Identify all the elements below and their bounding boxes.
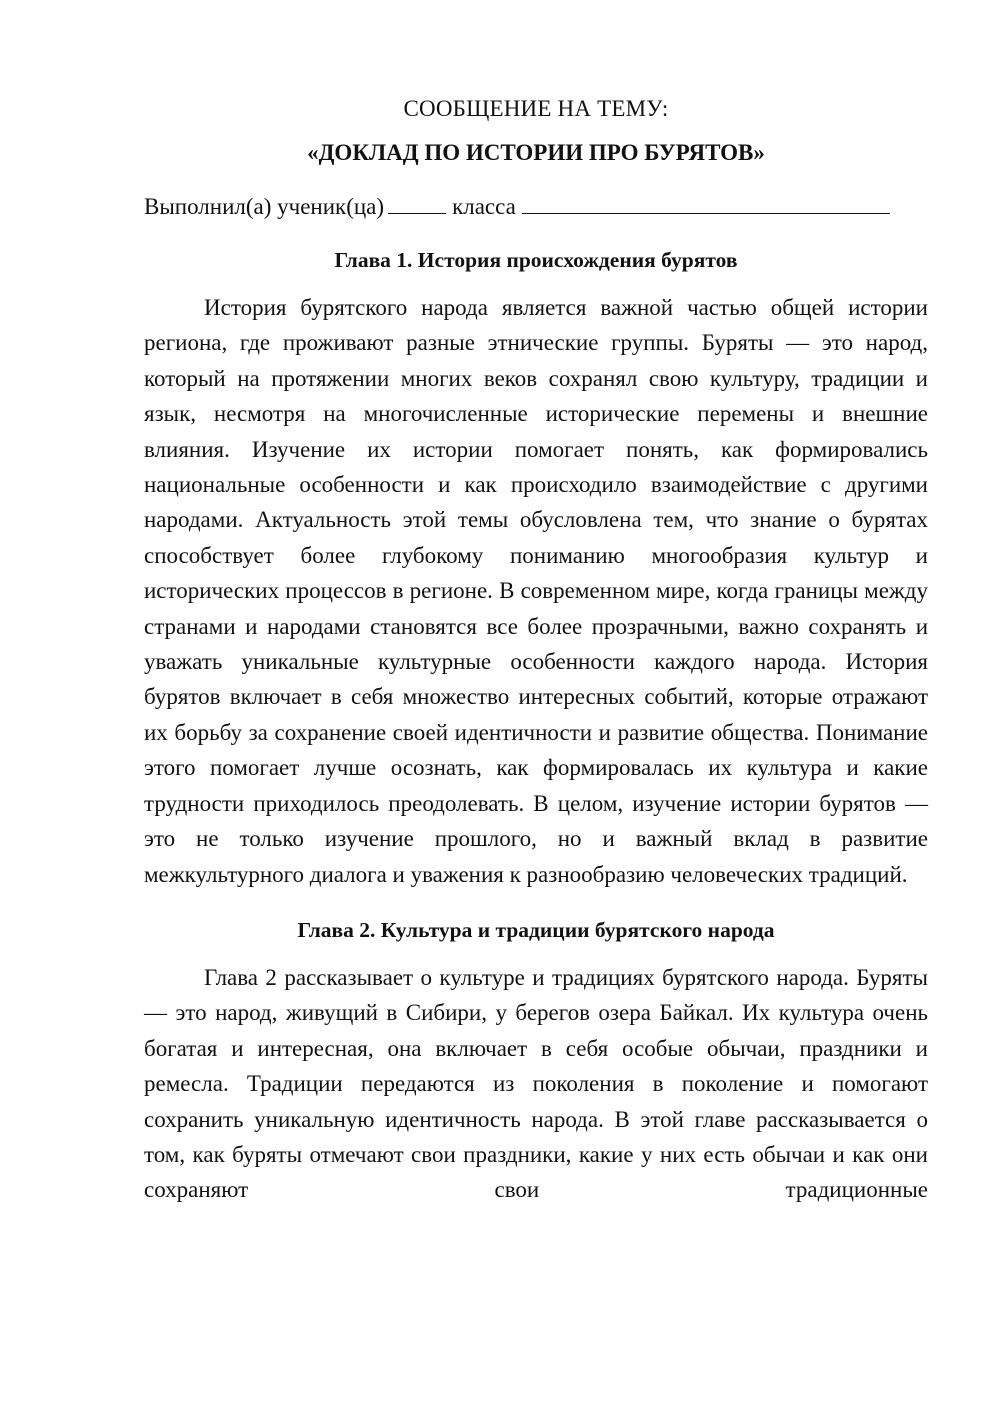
chapter-1-heading: Глава 1. История происхождения бурятов <box>334 248 738 272</box>
name-blank <box>522 191 890 214</box>
author-label: Выполнил(а) ученик(ца) <box>144 194 385 219</box>
class-blank <box>388 191 446 214</box>
document-page <box>144 92 928 1208</box>
chapter-2-text: Глава 2 рассказывает о культуре и традициях бурятского народа. Буряты — это народ, живущий в Сибири, у берегов озера Байкал. Их культура очень богатая и интересная, она включает в себя особые обычаи, праздники и ремесла. Традиции передаются из поколения в поколение и помогают сохранить уникальную идентичность народа. В этой главе рассказывается о том, как буряты отмечают свои праздники, какие у них есть обычаи и как они сохраняют свои традиционные <box>144 964 928 1203</box>
class-label: класса <box>452 194 516 219</box>
author-line <box>144 190 928 224</box>
chapter-2-heading: Глава 2. Культура и традиции бурятского народа <box>297 917 775 942</box>
title-line-1: СООБЩЕНИЕ НА ТЕМУ: <box>403 96 669 121</box>
chapter-1-text: История бурятского народа является важной частью общей истории региона, где проживают разные этнические группы. Буряты — это народ, который на протяжении многих веков сохранял свою культуру, традиции и язык, несмотря на многочисленные исторические перемены и внешние влияния. Изучение их истории помогает понять, как формировались национальные особенности и как происходило взаимодействие с другими народами. Актуальность этой темы обусловлена тем, что знание о бурятах способствует более глубокому пониманию многообразия культур и исторических процессов в регионе. В современном мире, когда границы между странами и народами становятся все более прозрачными, важно сохранять и уважать уникальные культурные особенности каждого народа. История бурятов включает в себя множество интересных событий, которые отражают их борьбу за сохранение своей идентичности и развитие общества. Понимание этого помогает лучше осознать, как формировалась их культура и какие трудности приходилось преодолевать. В целом, изучение истории бурятов — это не только изучение прошлого, но и важный вклад в развитие межкультурного диалога и уважения к разнообразию человеческих традиций. <box>144 295 928 887</box>
document-title: «ДОКЛАД ПО ИСТОРИИ ПРО БУРЯТОВ» <box>307 140 765 165</box>
